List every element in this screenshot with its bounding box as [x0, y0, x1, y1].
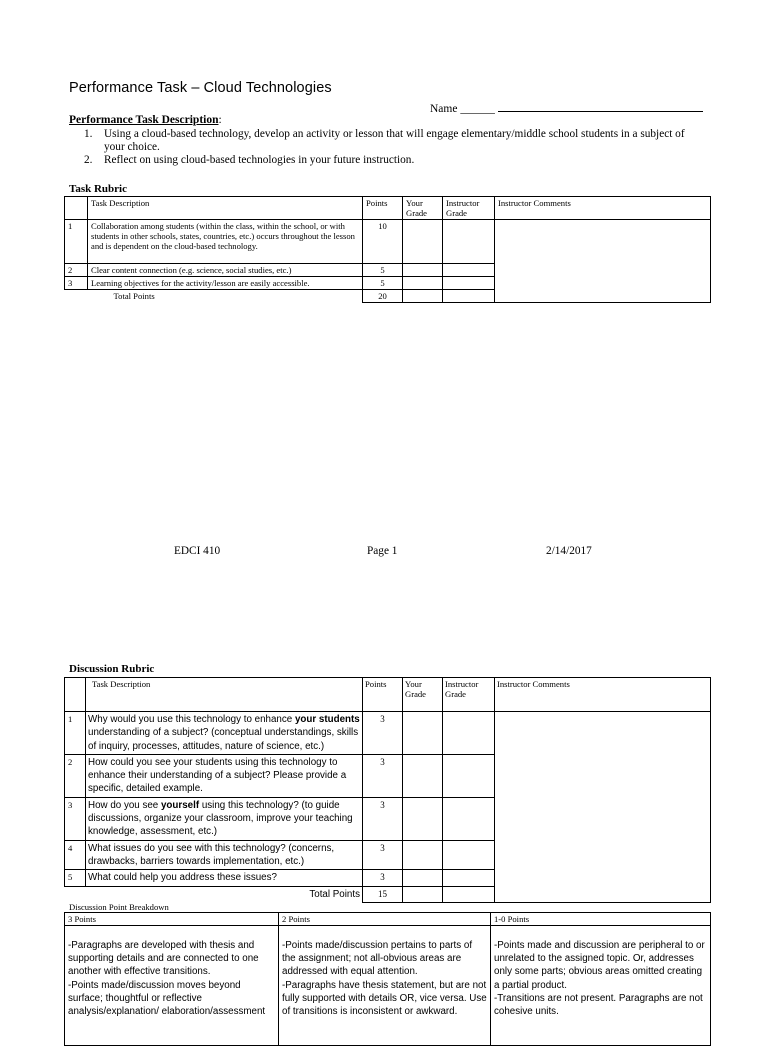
breakdown-header-1-0-points: 1-0 Points: [491, 913, 711, 926]
question-text: understanding of a subject? (conceptual understandings, skills of inquiry, processes, attitudes, nature of science, etc.): [88, 727, 359, 752]
instructor-grade-cell[interactable]: [443, 264, 495, 277]
criteria-line: -Paragraphs have thesis statement, but are not fully supported with details OR, vice versa. Use of transitions is inconsistent or awkward.: [282, 979, 487, 1018]
your-grade-cell[interactable]: [403, 840, 443, 870]
task-rubric-label: Task Rubric: [69, 183, 127, 195]
row-number: 1: [65, 712, 86, 755]
criteria-line: -Paragraphs are developed with thesis and supporting details and are connected to one another with effective transitions.: [68, 940, 259, 978]
total-label: Total Points: [309, 888, 360, 900]
name-label: Name: [430, 103, 458, 115]
header-instructor-grade: Instructor Grade: [443, 678, 495, 712]
instructor-grade-cell[interactable]: [443, 754, 495, 797]
your-total-cell[interactable]: [403, 886, 443, 902]
question-text: How do you see: [88, 799, 161, 811]
row-description: Collaboration among students (within the class, within the school, or with students in other schools, states, countries, etc.) occurs throughout the lesson and is dependent on the cloud-based technology.: [88, 220, 363, 264]
instructor-grade-cell[interactable]: [443, 870, 495, 886]
header-points: Points: [363, 197, 403, 220]
your-grade-cell[interactable]: [403, 754, 443, 797]
row-number: 2: [65, 264, 88, 277]
instructor-comments-cell[interactable]: [495, 220, 711, 303]
discussion-rubric-table: [64, 677, 711, 903]
footer-date: 2/14/2017: [546, 545, 592, 557]
row-points: 10: [363, 220, 403, 264]
row-description: Clear content connection (e.g. science, social studies, etc.): [88, 264, 363, 277]
criteria-line: -Transitions are not present. Paragraphs are not cohesive units.: [494, 992, 703, 1018]
description-heading: [69, 114, 222, 126]
total-blank-cell: [65, 886, 86, 902]
header-instructor-grade: Instructor Grade: [443, 197, 495, 220]
instructor-grade-cell[interactable]: [443, 797, 495, 840]
breakdown-header-3-points: 3 Points: [65, 913, 279, 926]
breakdown-label: Discussion Point Breakdown: [69, 902, 169, 912]
description-item: [84, 154, 704, 167]
your-grade-cell[interactable]: [403, 797, 443, 840]
question-text: Why would you use this technology to enhance: [88, 714, 295, 725]
row-points: 3: [363, 754, 403, 797]
instructor-total-cell[interactable]: [443, 886, 495, 902]
breakdown-header-2-points: 2 Points: [279, 913, 491, 926]
row-points: 5: [363, 264, 403, 277]
row-number: 1: [65, 220, 88, 264]
header-instructor-comments: Instructor Comments: [495, 197, 711, 220]
row-description: Learning objectives for the activity/lesson are easily accessible.: [88, 277, 363, 290]
your-grade-cell[interactable]: [403, 277, 443, 290]
row-number: 5: [65, 870, 86, 886]
instructor-grade-cell[interactable]: [443, 220, 495, 264]
row-question: [86, 797, 363, 840]
your-grade-cell[interactable]: [403, 870, 443, 886]
discussion-rubric-label: Discussion Rubric: [69, 663, 155, 675]
row-number: 3: [65, 277, 88, 290]
instructor-grade-cell[interactable]: [443, 840, 495, 870]
row-points: 3: [363, 712, 403, 755]
criteria-line: -Points made/discussion moves beyond surface; thoughtful or reflective analysis/explanation/ elaboration/assessment: [68, 979, 266, 1018]
breakdown-body-row: [65, 926, 711, 1046]
name-prefix-line: ______: [460, 103, 495, 115]
row-points: 3: [363, 840, 403, 870]
question-emphasis: yourself: [160, 799, 200, 811]
table-row: [65, 712, 711, 755]
row-question: How could you see your students using this technology to enhance their understanding of a subject? Please provide a specific, detailed example.: [86, 754, 363, 797]
instructor-grade-cell[interactable]: [443, 277, 495, 290]
breakdown-criteria-2: [279, 926, 491, 1046]
row-points: 5: [363, 277, 403, 290]
document-title: Performance Task – Cloud Technologies: [69, 80, 332, 96]
header-your-grade: Your Grade: [403, 197, 443, 220]
row-points: 3: [363, 870, 403, 886]
header-number-cell: [65, 197, 88, 220]
row-question: What issues do you see with this technology? (concerns, drawbacks, barriers towards implementation, etc.): [86, 840, 363, 870]
task-rubric-table: [64, 196, 711, 303]
breakdown-criteria-3: [65, 926, 279, 1046]
header-task-description: Task Description: [88, 197, 363, 220]
description-heading-suffix: :: [218, 114, 222, 126]
row-question: [86, 712, 363, 755]
description-item-number: 1.: [84, 128, 93, 140]
description-item-number: 2.: [84, 154, 93, 166]
task-rubric-header-row: [65, 197, 711, 220]
table-row: [65, 220, 711, 264]
total-points: 15: [363, 886, 403, 902]
breakdown-header-row: [65, 913, 711, 926]
total-points: 20: [363, 290, 403, 303]
name-line[interactable]: [498, 101, 703, 112]
header-number-cell: [65, 678, 86, 712]
description-item-text: Reflect on using cloud-based technologies in your future instruction.: [104, 154, 415, 166]
row-number: 4: [65, 840, 86, 870]
description-item: [84, 128, 704, 154]
header-instructor-comments: Instructor Comments: [495, 678, 711, 712]
footer-page: Page 1: [367, 545, 398, 557]
header-your-grade: Your Grade: [403, 678, 443, 712]
question-text: using this technology? (to guide discussions, organize your classroom, improve your teaching knowledge, assessment, etc.): [88, 799, 353, 838]
your-grade-cell[interactable]: [403, 220, 443, 264]
description-item-text: Using a cloud-based technology, develop an activity or lesson that will engage elementary/middle school students in a subject of your choice.: [104, 128, 685, 153]
row-number: 3: [65, 797, 86, 840]
criteria-line: -Points made/discussion pertains to parts of the assignment; not all-obvious areas are addressed with equal attention.: [282, 940, 473, 978]
header-task-description: Task Description: [86, 678, 363, 712]
instructor-comments-cell[interactable]: [495, 712, 711, 903]
instructor-total-cell[interactable]: [443, 290, 495, 303]
header-points: Points: [363, 678, 403, 712]
row-points: 3: [363, 797, 403, 840]
total-blank-cell: [65, 290, 88, 303]
your-grade-cell[interactable]: [403, 712, 443, 755]
breakdown-criteria-1-0: [491, 926, 711, 1046]
your-grade-cell[interactable]: [403, 264, 443, 277]
name-field-row: [430, 101, 703, 115]
instructor-grade-cell[interactable]: [443, 712, 495, 755]
row-question: What could help you address these issues?: [86, 870, 363, 886]
breakdown-table: [64, 912, 711, 1046]
row-number: 2: [65, 754, 86, 797]
total-label: Total Points: [113, 291, 155, 301]
your-total-cell[interactable]: [403, 290, 443, 303]
criteria-line: -Points made and discussion are peripheral to or unrelated to the assigned topic. Or, addresses only some parts; obvious areas omitted creating a partial product.: [494, 940, 705, 991]
description-heading-text: Performance Task Description: [69, 114, 219, 126]
discussion-header-row: [65, 678, 711, 712]
description-list: [84, 128, 704, 167]
question-emphasis: your students: [294, 714, 360, 725]
footer-course: EDCI 410: [174, 545, 221, 557]
